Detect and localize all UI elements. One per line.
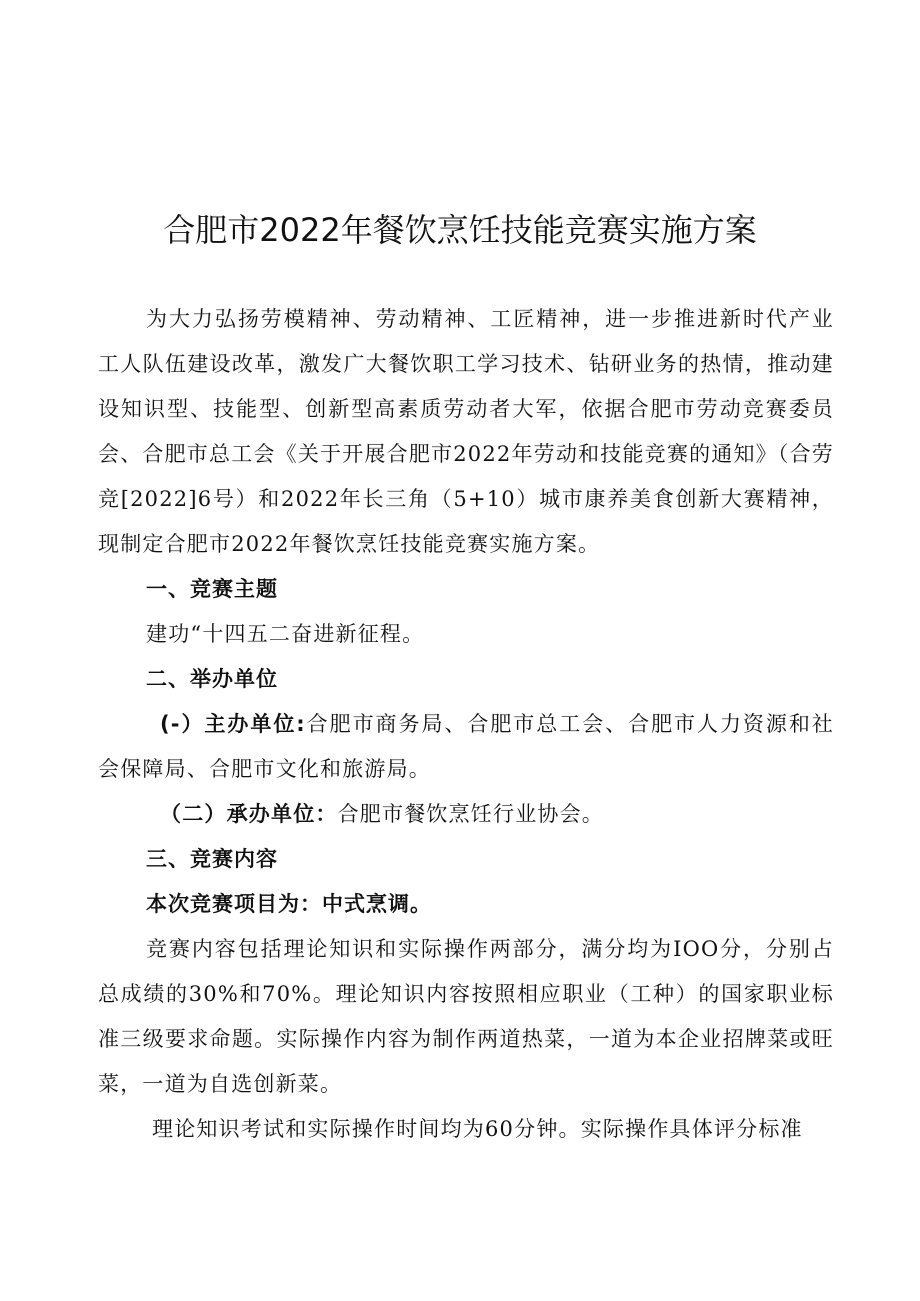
document-title: 合肥市2022年餐饮烹饪技能竞赛实施方案 [163, 211, 757, 249]
intro-paragraph: 为大力弘扬劳模精神、劳动精神、工匠精神，进一步推进新时代产业工人队伍建设改革，激发广大餐饮职工学习技术、钻研业务的热情，推动建设知识型、技能型、创新型高素质劳动者大军，依据合肥市劳动竞赛委员会、合肥市总工会《关于开展合肥市2022年劳动和技能竞赛的通知》（合劳竞[2022]6号）和2022年长三角（5+10）城市康养美食创新大赛精神，现制定合肥市2022年餐饮烹饪技能竞赛实施方案。 [98, 307, 834, 556]
organizer-unit-text: 合肥市餐饮烹饪行业协会。 [337, 802, 605, 826]
organizer-unit-paragraph [98, 792, 834, 837]
competition-item-heading: 本次竞赛项目为：中式烹调。 [146, 892, 432, 916]
content-paragraph: 竞赛内容包括理论知识和实际操作两部分，满分均为IOO分，分别占总成绩的30%和70%。理论知识内容按照相应职业（工种）的国家职业标准三级要求命题。实际操作内容为制作两道热菜，一道为本企业招牌菜或旺菜，一道为自选创新菜。 [98, 937, 834, 1096]
document-body [98, 297, 834, 1152]
host-unit-label: (-）主办单位: [160, 712, 306, 736]
host-unit-paragraph [98, 702, 834, 792]
host-unit-text: 合肥市商务局、合肥市总工会、合肥市人力资源和社会保障局、合肥市文化和旅游局。 [98, 712, 834, 781]
section-3-heading: 三、竞赛内容 [146, 847, 278, 871]
section-2-heading: 二、举办单位 [146, 667, 278, 691]
organizer-unit-label: （二）承办单位： [160, 802, 338, 826]
time-paragraph: 理论知识考试和实际操作时间均为60分钟。实际操作具体评分标准 [152, 1117, 803, 1141]
section-1-heading: 一、竞赛主题 [146, 577, 278, 601]
section-1-text: 建功“十四五二奋进新征程。 [146, 622, 425, 646]
